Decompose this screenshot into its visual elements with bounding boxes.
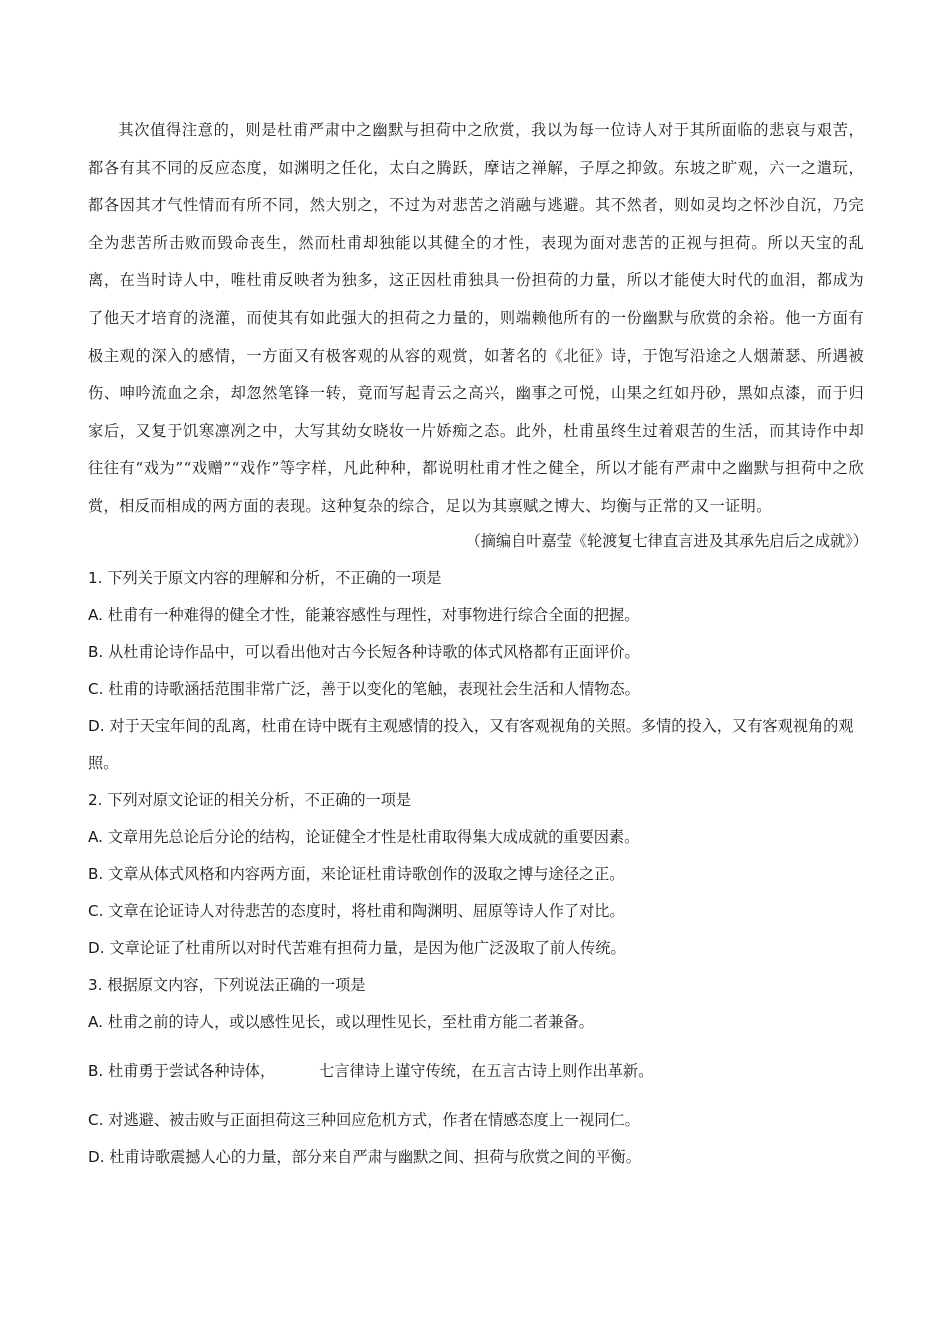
option-a: A. 杜甫之前的诗人，或以感性见长，或以理性见长，至杜甫方能二者兼备。 bbox=[88, 1012, 594, 1031]
passage-paragraph: 其次值得注意的，则是杜甫严肃中之幽默与担荷中之欣赏，我以为每一位诗人对于其所面临的悲哀与艰苦，都各有其不同的反应态度，如渊明之任化，太白之腾跃，摩诘之禅解，子厚之抑敛。东坡之旷观，六一之遣玩，都各因其才气性情而有所不同，然大别之，不过为对悲苦之消融与逃避。其不然者，则如灵均之怀沙自沉，乃完全为悲苦所击败而毁命丧生，然而杜甫却独能以其健全的才性，表现为面对悲苦的正视与担荷。所以天宝的乱离，在当时诗人中，唯杜甫反映者为独多，这正因杜甫独具一份担荷的力量，所以才能使大时代的血泪，都成为了他天才培育的浇灌，而使其有如此强大的担荷之力量的，则端赖他所有的一份幽默与欣赏的余裕。他一方面有极主观的深入的感情，一方面又有极客观的从容的观赏，如著名的《北征》诗，于饱写沿途之人烟萧瑟、所遇被伤、呻吟流血之余，却忽然笔锋一转，竟而写起青云之高兴，幽事之可悦，山果之红如丹砂，黑如点漆，而于归家后，又复于饥寒凛冽之中，大写其幼女晓妆一片娇痴之态。此外，杜甫虽终生过着艰苦的生活，而其诗作中却往往有“戏为”“戏赠”“戏作”等字样，凡此种种，都说明杜甫才性之健全，所以才能有严肃中之幽默与担荷中之欣赏，相反而相成的两方面的表现。这种复杂的综合，足以为其禀赋之博大、均衡与正常的又一证明。 bbox=[88, 121, 864, 515]
option-d: D. 对于天宝年间的乱离，杜甫在诗中既有主观感情的投入，又有客观视角的关照。多情的投入，又有客观视角的观照。 bbox=[88, 716, 854, 772]
option-a: A. 杜甫有一种难得的健全才性，能兼容感性与理性，对事物进行综合全面的把握。 bbox=[88, 605, 640, 624]
passage-source: （摘编自叶嘉莹《轮渡复七律直言进及其承先启后之成就》） bbox=[465, 531, 868, 550]
option-c: C. 杜甫的诗歌涵括范围非常广泛，善于以变化的笔触，表现社会生活和人情物态。 bbox=[88, 679, 640, 698]
question-stem: 3. 根据原文内容，下列说法正确的一项是 bbox=[88, 975, 366, 994]
option-c: C. 对逃避、被击败与正面担荷这三种回应危机方式，作者在情感态度上一视同仁。 bbox=[88, 1110, 640, 1129]
option-b bbox=[88, 1053, 864, 1090]
option-b-part-1: B. 杜甫勇于尝试各种诗体， bbox=[88, 1061, 276, 1080]
option-b: B. 从杜甫论诗作品中，可以看出他对古今长短各种诗歌的体式风格都有正面评价。 bbox=[88, 642, 640, 661]
question-stem: 2. 下列对原文论证的相关分析，不正确的一项是 bbox=[88, 790, 412, 809]
question-1 bbox=[88, 560, 864, 782]
option-c: C. 文章在论证诗人对待悲苦的态度时，将杜甫和陶渊明、屈原等诗人作了对比。 bbox=[88, 901, 625, 920]
option-d: D. 杜甫诗歌震撼人心的力量，部分来自严肃与幽默之间、担荷与欣赏之间的平衡。 bbox=[88, 1147, 641, 1166]
question-3 bbox=[88, 967, 864, 1176]
question-stem: 1. 下列关于原文内容的理解和分析，不正确的一项是 bbox=[88, 568, 442, 587]
option-b-part-2: 七言律诗上谨守传统，在五言古诗上则作出革新。 bbox=[319, 1061, 654, 1080]
document-page bbox=[88, 112, 868, 1176]
option-b: B. 文章从体式风格和内容两方面，来论证杜甫诗歌创作的汲取之博与途径之正。 bbox=[88, 864, 625, 883]
option-a: A. 文章用先总论后分论的结构，论证健全才性是杜甫取得集大成成就的重要因素。 bbox=[88, 827, 640, 846]
option-d: D. 文章论证了杜甫所以对时代苦难有担荷力量，是因为他广泛汲取了前人传统。 bbox=[88, 938, 626, 957]
question-2 bbox=[88, 782, 864, 967]
